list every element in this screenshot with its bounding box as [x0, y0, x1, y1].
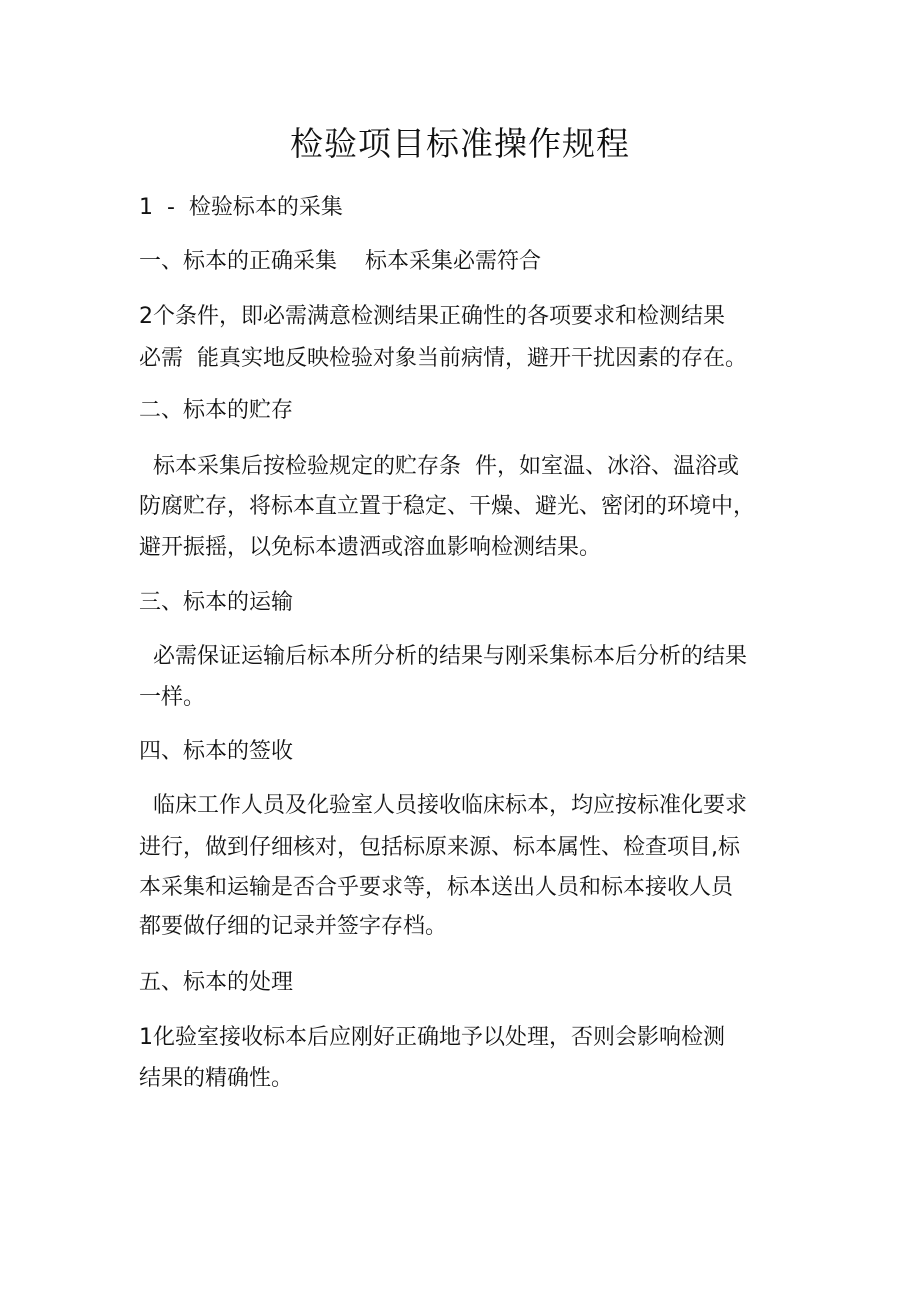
- paragraph-line: 都要做仔细的记录并签字存档。: [139, 914, 448, 939]
- section-heading-specimen-collection: 1 - 检验标本的采集: [139, 195, 343, 220]
- subsection-heading-correct-collection: 一、标本的正确采集 标本采集必需符合: [139, 249, 541, 274]
- paragraph-line: 1化验室接收标本后应刚好正确地予以处理，否则会影响检测: [139, 1025, 725, 1050]
- paragraph-line: 2个条件，即必需满意检测结果正确性的各项要求和检测结果: [139, 304, 725, 329]
- paragraph-line: 防腐贮存，将标本直立置于稳定、干燥、避光、密闭的环境中，: [139, 494, 756, 519]
- paragraph-line: 必需 能真实地反映检验对象当前病情，避开干扰因素的存在。: [139, 346, 747, 371]
- paragraph-line: 一样。: [139, 685, 206, 710]
- paragraph-line: 标本采集后按检验规定的贮存条 件，如室温、冰浴、温浴或: [139, 454, 739, 479]
- paragraph-line: 避开振摇，以免标本遗洒或溶血影响检测结果。: [139, 535, 602, 560]
- subsection-heading-processing: 五、标本的处理: [139, 970, 294, 995]
- paragraph-line: 必需保证运输后标本所分析的结果与刚采集标本后分析的结果: [139, 644, 747, 669]
- paragraph-line: 临床工作人员及化验室人员接收临床标本，均应按标准化要求: [139, 793, 747, 818]
- paragraph-line: 结果的精确性。: [139, 1066, 294, 1091]
- subsection-heading-storage: 二、标本的贮存: [139, 398, 294, 423]
- document-title: 检验项目标准操作规程: [290, 124, 630, 163]
- subsection-heading-transport: 三、标本的运输: [139, 590, 294, 615]
- paragraph-line: 进行，做到仔细核对，包括标原来源、标本属性、检查项目,标: [139, 835, 740, 860]
- paragraph-line: 本采集和运输是否合乎要求等，标本送出人员和标本接收人员: [139, 875, 734, 900]
- subsection-heading-sign-off: 四、标本的签收: [139, 739, 294, 764]
